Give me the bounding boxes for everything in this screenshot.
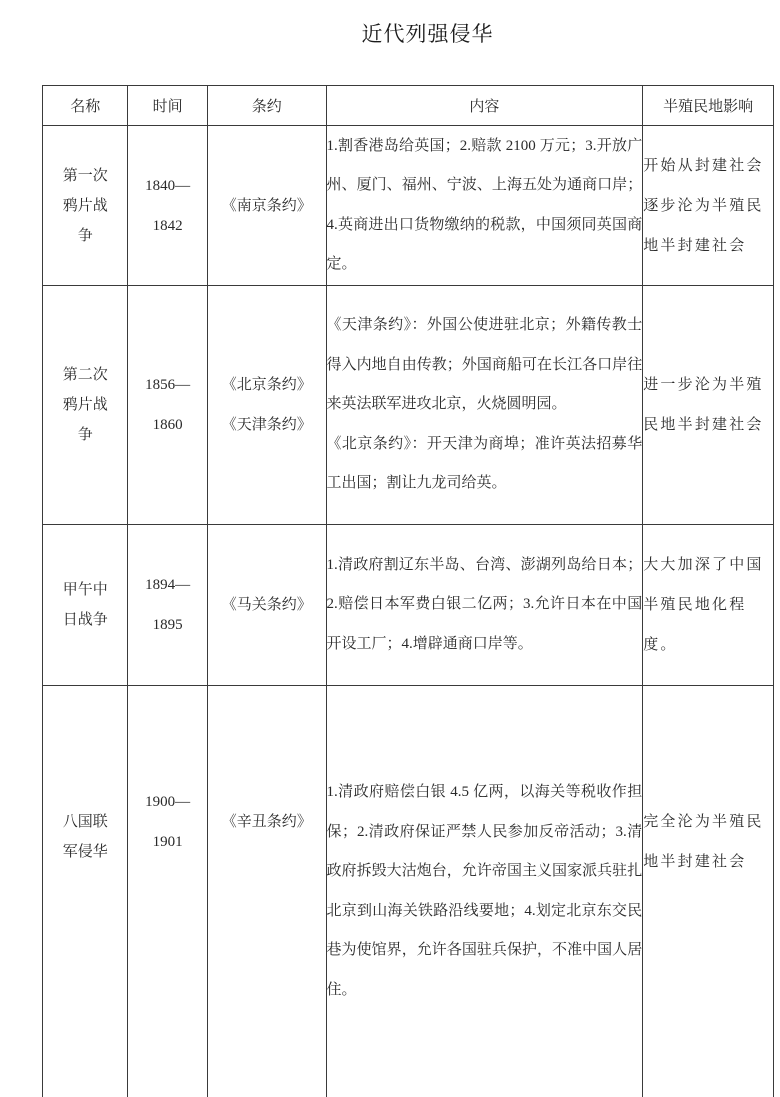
column-header-impact: 半殖民地影响 bbox=[643, 86, 774, 126]
name-line: 八国联 bbox=[43, 807, 127, 837]
cell-content bbox=[326, 525, 643, 686]
table-row bbox=[43, 286, 774, 525]
name-line: 第一次 bbox=[43, 161, 127, 191]
cell-time bbox=[128, 286, 207, 525]
content-paragraph: 《天津条约》：外国公使进驻北京；外籍传教士得入内地自由传教；外国商船可在长江各口岸往来英法联军进攻北京，火烧圆明园。 bbox=[327, 306, 643, 425]
time-line: 1900— bbox=[128, 782, 206, 822]
time-line: 1894— bbox=[128, 565, 206, 605]
cell-name bbox=[43, 686, 128, 1097]
time-line: 1856— bbox=[128, 365, 206, 405]
name-line: 甲午中 bbox=[43, 575, 127, 605]
cell-impact: 大大加深了中国半殖民地化程度。 bbox=[643, 525, 774, 686]
cell-treaty bbox=[207, 525, 326, 686]
time-line: 1901 bbox=[128, 822, 206, 862]
treaty-line: 《南京条约》 bbox=[208, 186, 326, 226]
cell-impact: 开始从封建社会逐步沦为半殖民地半封建社会 bbox=[643, 126, 774, 286]
table-row bbox=[43, 525, 774, 686]
name-line: 鸦片战 bbox=[43, 191, 127, 221]
cell-content bbox=[326, 686, 643, 1097]
document-title: 近代列强侵华 bbox=[0, 18, 780, 48]
cell-time bbox=[128, 686, 207, 1097]
treaty-line: 《辛丑条约》 bbox=[208, 802, 326, 842]
cell-content bbox=[326, 286, 643, 525]
cell-time bbox=[128, 525, 207, 686]
cell-name bbox=[43, 126, 128, 286]
cell-name bbox=[43, 286, 128, 525]
treaty-line: 《北京条约》 bbox=[208, 365, 326, 405]
name-line: 鸦片战 bbox=[43, 390, 127, 420]
table-header-row bbox=[43, 86, 774, 126]
name-line: 争 bbox=[43, 420, 127, 450]
cell-treaty bbox=[207, 286, 326, 525]
content-paragraph: 《北京条约》：开天津为商埠；准许英法招募华工出国；割让九龙司给英。 bbox=[327, 425, 643, 504]
cell-content bbox=[326, 126, 643, 286]
time-line: 1842 bbox=[128, 206, 206, 246]
cell-time bbox=[128, 126, 207, 286]
treaty-line: 《马关条约》 bbox=[208, 585, 326, 625]
time-line: 1860 bbox=[128, 405, 206, 445]
content-paragraph: 1.清政府赔偿白银 4.5 亿两，以海关等税收作担保；2.清政府保证严禁人民参加反帝活动；3.清政府拆毁大沽炮台，允许帝国主义国家派兵驻扎北京到山海关铁路沿线要地；4.划定北京东交民巷为使馆界，允许各国驻兵保护，不准中国人居住。 bbox=[327, 773, 643, 1010]
time-line: 1895 bbox=[128, 605, 206, 645]
name-line: 军侵华 bbox=[43, 837, 127, 867]
column-header-time: 时间 bbox=[128, 86, 207, 126]
table-row bbox=[43, 126, 774, 286]
history-table bbox=[42, 85, 774, 1097]
cell-treaty bbox=[207, 686, 326, 1097]
cell-treaty bbox=[207, 126, 326, 286]
name-line: 争 bbox=[43, 221, 127, 251]
column-header-treaty: 条约 bbox=[207, 86, 326, 126]
cell-impact: 进一步沦为半殖民地半封建社会 bbox=[643, 286, 774, 525]
column-header-name: 名称 bbox=[43, 86, 128, 126]
time-line: 1840— bbox=[128, 166, 206, 206]
name-line: 日战争 bbox=[43, 605, 127, 635]
cell-name bbox=[43, 525, 128, 686]
cell-impact: 完全沦为半殖民地半封建社会 bbox=[643, 686, 774, 1097]
name-line: 第二次 bbox=[43, 360, 127, 390]
content-paragraph: 1.割香港岛给英国；2.赔款 2100 万元；3.开放广州、厦门、福州、宁波、上海五处为通商口岸；4.英商进出口货物缴纳的税款，中国须同英国商定。 bbox=[327, 127, 643, 285]
treaty-line: 《天津条约》 bbox=[208, 405, 326, 445]
table-row bbox=[43, 686, 774, 1097]
content-paragraph: 1.清政府割辽东半岛、台湾、澎湖列岛给日本；2.赔偿日本军费白银二亿两；3.允许日本在中国开设工厂；4.增辟通商口岸等。 bbox=[327, 546, 643, 665]
column-header-content: 内容 bbox=[326, 86, 643, 126]
